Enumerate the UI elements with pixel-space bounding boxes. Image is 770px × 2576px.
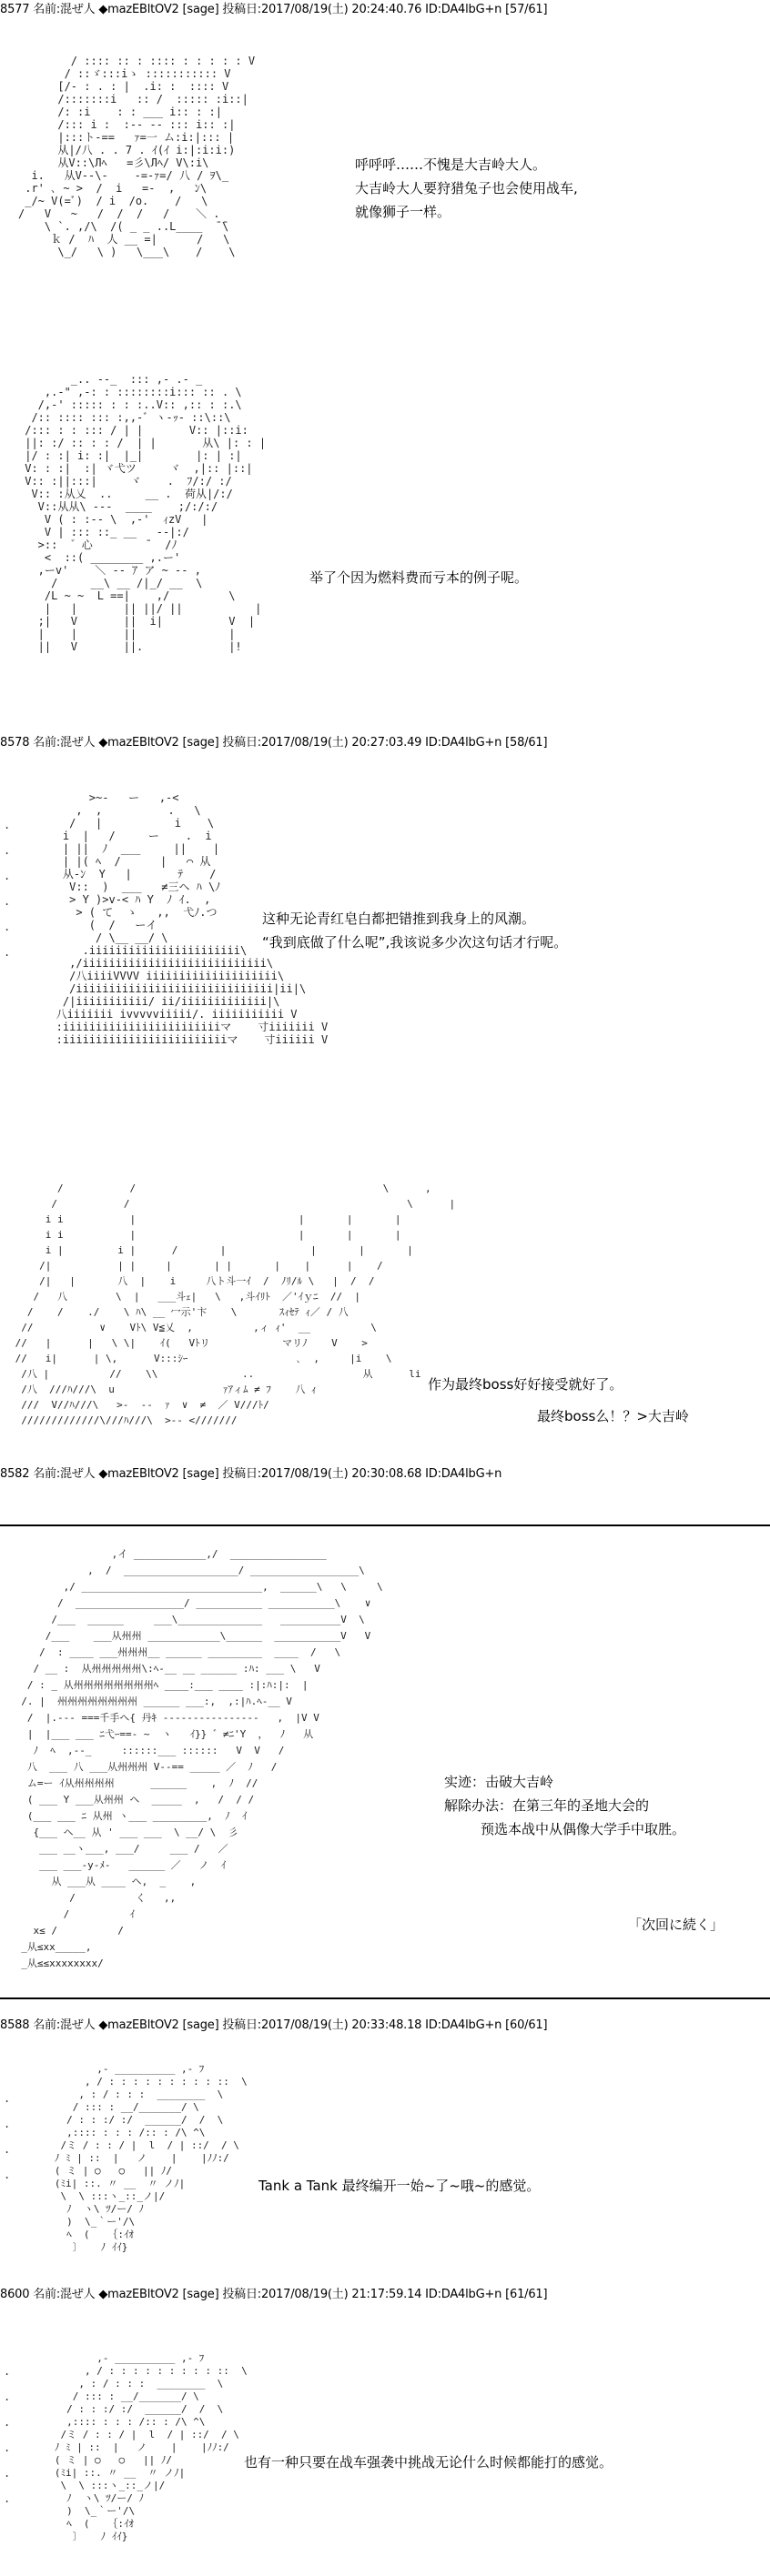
post-header: 8582 名前:混ぜ人 ◆mazEBltOV2 [sage] 投稿日:2017/08/19(土) 20:30:08.68 ID:DA4lbG+n xyxy=(0,1467,502,1481)
separator-rule xyxy=(0,1524,770,1526)
dialogue-block xyxy=(244,2450,613,2474)
dialogue-block xyxy=(309,566,528,589)
ascii-art-panel xyxy=(18,373,382,719)
ascii-art: _.. --_ ::: ,- .- _ ,.-" ,-: : ::::::::i::: :: . \ /,-' ::::: : : :..V:: ,:: : :.\ /:: :::: ::: :,,-ﾞ ヽ-ｯ- ::\::\ /::: : : ::: / | | V:: |::i: ||: :/ :: : : / | | 从\ |: : | |/ : :| i: :| |_| |: | :| V: : :| :| ヾ弋ツ ヾ ,|:: |::| V:: :||:::| ヾ . ﾌ/:/ :/ V:: :从乂 .. __ . 荷从|/:/ V::从从\ --- ____ ;/:/:/ V ( : :-- \ ,-' ｨzV | V | ::: ::_ __ --|:/ >:: ゛心 ̄ /ﾉ < ::( ________ ,.ー' ,ーv' ＼ -- ｱ ア ~ -- , / __\ __ /|_/ __ \ /L ~ ~ L ==| ,/ \ | | || ||/ || | ;| V || i| V | | | || | || V ||. |! xyxy=(25,373,267,653)
dialogue-line: 这种无论青红皂白都把错推到我身上的风潮。 xyxy=(262,911,536,927)
margin-dots: . . . . . . xyxy=(4,2365,11,2505)
dialogue-line: 也有一种只要在战车强袭中挑战无论什么时候都能打的感觉。 xyxy=(244,2454,613,2470)
ascii-art: ,- __________ ,- ﾌ , / : : : : : : : : : :: \ , : / : : : ________ \ / ::: : __/_______/ \ / : : :/ :/ ______/ / \ ,:::: : : : /:: : /\ ^\ /ミ / : : / | l / | ::/ / \ ﾉ ﾐ | :: | ノ | |ﾉﾉ:/ ( ミ | ○ ○ || ﾉ/ (ﾐi| ::. 〃 __ 〃 ノﾉ| \ \ :::ヽ_::_ノ|/ ﾉ ヽ\ ﾂ/ー/ ﾉ ) \_｀ー'/\ ﾍ ( ｛:ｲｵ 〕 ﾉ ｲｲ} xyxy=(54,2063,248,2253)
ascii-art: ,イ ____________,/ ________________ , / ___________________/ __________________\ ,/ ______________________________, ______\ \ \ / __________________/ ___________ ___________\ ∨ /___ ______ ___\______________ __________V \ /___ ___从州州 ____________\______ ___________V V / : ____ ___州州州__ ______ _________ ____ / \ / __ : 从州州州州州\:ﾍ-__ __ ______ :ﾊ: ___ \ V / : _ 从州州州州州州州州ﾍ ____:___ ____ :|:ﾊ:|: | /. | 州州州州州州州州 ______ ___:, ,:|ﾊ.ﾍ-__ V / |.--- ===千手ヘ{ 丹ｷ ---------------- , |V V | |___ ___ ﾆ弋ｰ==‐ ~ ヽ ｲ}} ゛≠ﾆ'Y ， ﾉ 从 ﾉ ﾍ ,--_ ::::::___ :::::: V V / 八 ___ 八 ___从州州州 V--== _____ ／ ﾉ / ム=ー ｲ从州州州州 ______ , ﾉ // ( ___ Y ___从州州 ヘ _____ , / / / (___ ___ ﾆ 从州 ヽ___ _________, ﾉ ｲ {___ ヘ__ 从 ' ___ ___ \ __/ \ 彡 ___ __ヽ___, ___/ ___ / ／ ___ ___-y-ﾒ- ______ ／ ノ ｲ 从 ___从 ____ ヘ, _ , / く ,, / ｲ x≤ / / _从≤xx_____, _从≤≤xxxxxxxx/ xyxy=(21,1548,383,1969)
dialogue-line: “我到底做了什么呢”,我该说多少次这句话才行呢。 xyxy=(262,934,568,951)
ascii-art-panel xyxy=(9,1546,437,1983)
post-header: 8600 名前:混ぜ人 ◆mazEBltOV2 [sage] 投稿日:2017/08/19(土) 21:17:59.14 ID:DA4lbG+n [61/61] xyxy=(0,2288,548,2301)
dialogue-block xyxy=(428,1373,623,1396)
ascii-art-panel xyxy=(18,55,382,309)
post-header: 8577 名前:混ぜ人 ◆mazEBltOV2 [sage] 投稿日:2017/08/19(土) 20:24:40.76 ID:DA4lbG+n [57/61] xyxy=(0,3,548,16)
dialogue-line: Tank a Tank 最终编开一始~了~哦~的感觉。 xyxy=(258,2178,541,2194)
post-header: 8578 名前:混ぜ人 ◆mazEBltOV2 [sage] 投稿日:2017/08/19(土) 20:27:03.49 ID:DA4lbG+n [58/61] xyxy=(0,736,548,750)
dialogue-line: 就像狮子一样。 xyxy=(355,204,451,220)
dialogue-line: 作为最终boss好好接受就好了。 xyxy=(428,1376,623,1393)
continued-note: 「次回に続く」 xyxy=(628,1917,724,1933)
dialogue-line: 实迹：击破大吉岭 xyxy=(444,1774,554,1790)
margin-dots: . . . . . . xyxy=(4,819,11,959)
dialogue-line: 呼呼呼……不愧是大吉岭大人。 xyxy=(355,156,547,173)
dialogue-block xyxy=(262,907,567,954)
ascii-art: ,- __________ ,- ﾌ , / : : : : : : : : : :: \ , : / : : : ________ \ / ::: : __/_______/ \ / : : :/ :/ ______/ / \ ,:::: : : : /:: : /\ ^\ /ミ / : : / | l / | ::/ / \ ﾉ ﾐ | :: | ノ | |ﾉﾉ:/ ( ミ | ○ ○ || ﾉ/ (ﾐi| ::. 〃 __ 〃 ノﾉ| \ \ :::ヽ_::_ノ|/ ﾉ ヽ\ ﾂ/ー/ ﾉ ) \_｀ー'/\ ﾍ ( ｛:ｲｵ 〕 ﾉ ｲｲ} xyxy=(54,2352,248,2542)
dialogue-line: 大吉岭大人要狩猎兔子也会使用战车, xyxy=(355,180,578,196)
dialogue-block xyxy=(537,1404,689,1428)
ascii-art: / / \ , / / \ | i i | | | | i i | | | | i | i | / | | | | /| | | | | | | | | / /| | 八 | i 八ト斗一ｲ / ﾉﾘ/ﾙ \ | / / / 八 \ | ___斗ｪ| \ ,斗ｲﾘﾄ ／'ｲｙﾆ // | / / ./ \ ﾊ\ __ 冖示'卞 \ ｽｨｾﾃ ｨ／ / 八 // ∨ Vﾄ\ V≦乂 , ,ィ ｨ' __ \ // | | \ \| ｲ( Vﾄリ マリﾉ V > // i| | \, V:::ｼｰ ､ , |i \ /八 | // \\ .. 从 li /八 ///ﾊ///\ u ｧｱィﾑ ≠ ﾌ 八 ｨ /// V//ﾊ///\ >- -- ｧ ∨ ≠ ／ V///ﾄ/ /////////////\///ﾊ///\ >-- </////// xyxy=(15,1182,456,1426)
ascii-art-panel xyxy=(36,2063,264,2281)
margin-dots: . . . . xyxy=(4,2092,11,2181)
ascii-art-panel xyxy=(9,1181,456,1444)
dialogue-line: 举了个因为燃料费而亏本的例子呢。 xyxy=(309,569,529,586)
dialogue-block xyxy=(258,2174,540,2198)
ascii-art: >~- ー ,-< , , . \ / | i \ i | / ー . i | || ﾉ ___ || | | |( ﾍ / | ⌒ 从 从-ﾝ Y | ﾃ / V:: ) ___ ≠三ヘ ﾊ \ﾉ > Y )>v-< ﾊ Y ﾉ ｲ. , > ( て ゝ ,, 弋ﾉ.つ ( / ーイ / \__ __/ \ .iiiiiiiiiiiiiiiiiiiiiii\ ,/iiiiiiiiiiiiiiiiiiiiiiiiiiii\ /八iiiiVVVV iiiiiiiiiiiiiiiiiiii\ /iiiiiiiiiiiiiiiiiiiiiiiiiiiiii|ii|\ /|iiiiiiiiiii/ ii/iiiiiiiiiiiii|\ 八iiiiiii ivvvvviiiii/. iiiiiiiiiii V :iiiiiiiiiiiiiiiiiiiiiiiiマ 寸iiiiiii V :iiiiiiiiiiiiiiiiiiiiiiiiiマ 寸iiiiii V xyxy=(56,791,329,1046)
dialogue-block xyxy=(355,153,578,224)
separator-rule xyxy=(0,1997,770,1999)
ascii-art-panel xyxy=(36,2352,264,2571)
ascii-art: / :::: :: : :::: : : : : : V / ::ゞ:::iゝ ::::::::::: V [/- : . : | .i: : :::: V /:::::::i :: / ::::: :i::| /: :i : : ___ i:: : :| /::: i : :-- -- ::: i:: :| |:::ト-== ｧ=一 ム:i:|::: | 从|/八 . . 7 . ｲ(ｲ i:|:i:i:) 从V::\Лﾍ =彡\Лﾍ/ V\:i\ i. 从V--\- -=-ｧ=/ 八 / ｦ\_ .r' ､ ~ > / i =- , ﾝ\ _/~ V(=ﾞ) / i /o. / \ / V ~ / / / / ＼ . \ `. ,/\ /( _ _ ..L____ ̄ ̄\ ｋ / ﾊ 人 __ =| / \ \_/ \ ) \___\ / \ xyxy=(18,55,256,258)
dialogue-line: 解除办法：在第三年的圣地大会的 xyxy=(444,1797,650,1814)
dialogue-block xyxy=(444,1770,685,1841)
dialogue-line: 预选本战中从偶像大学手中取胜。 xyxy=(481,1821,686,1837)
post-header: 8588 名前:混ぜ人 ◆mazEBltOV2 [sage] 投稿日:2017/08/19(土) 20:33:48.18 ID:DA4lbG+n [60/61] xyxy=(0,2018,548,2032)
dialogue-line: 最终boss么！？>大吉岭 xyxy=(537,1408,689,1424)
